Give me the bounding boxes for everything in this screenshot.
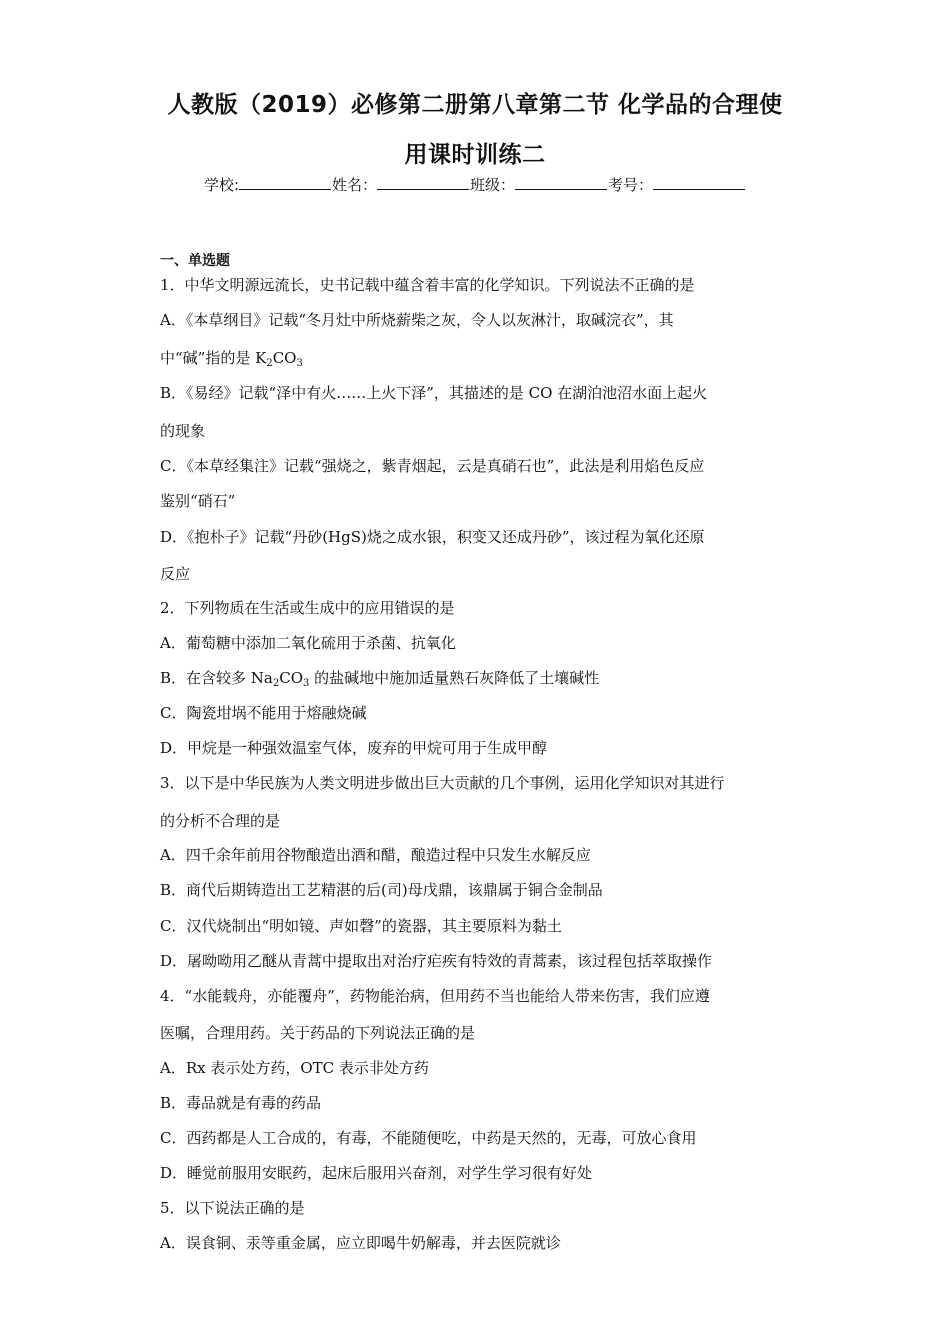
q1-option-b-line1: B．《易经》记载“泽中有火……上火下泽”，其描述的是 CO 在湖泊池沼水面上起火 (160, 384, 708, 402)
q2-stem: 2．下列物质在生活或生成中的应用错误的是 (160, 599, 455, 617)
q4-option-d: D．睡觉前服用安眠药，起床后服用兴奋剂，对学生学习很有好处 (160, 1164, 593, 1182)
document-title-line-1: 人教版（2019）必修第二册第八章第二节 化学品的合理使 (167, 92, 783, 118)
subscript: 3 (296, 358, 303, 369)
q3-option-b: B．商代后期铸造出工艺精湛的后(司)母戊鼎，该鼎属于铜合金制品 (160, 881, 603, 899)
q5-option-a: A．误食铜、汞等重金属，应立即喝牛奶解毒，并去医院就诊 (160, 1234, 561, 1252)
q1-option-a-line2 (160, 348, 303, 368)
q1-option-a-line1: A．《本草纲目》记载“冬月灶中所烧薪柴之灰，令人以灰淋汁，取碱浣衣”，其 (160, 311, 674, 329)
formula-part: CO (279, 669, 304, 687)
name-label: 姓名： (332, 176, 378, 194)
q1-option-c-line2: 鉴别“硝石” (160, 492, 236, 510)
q3-option-d: D．屠呦呦用乙醚从青蒿中提取出对治疗疟疾有特效的青蒿素，该过程包括萃取操作 (160, 952, 713, 970)
q5-stem: 5．以下说法正确的是 (160, 1199, 305, 1217)
school-blank (239, 175, 331, 190)
class-label: 班级： (470, 176, 516, 194)
q1-option-d-line1: D．《抱朴子》记载“丹砂(HgS)烧之成水银，积变又还成丹砂”，该过程为氧化还原 (160, 528, 705, 546)
q1-stem: 1．中华文明源远流长，史书记载中蕴含着丰富的化学知识。下列说法不正确的是 (160, 276, 695, 294)
school-label: 学校: (203, 176, 239, 194)
q2-option-b-text: B．在含较多 Na (160, 669, 273, 687)
subscript: 2 (272, 678, 280, 689)
q2-option-a: A．葡萄糖中添加二氧化硫用于杀菌、抗氧化 (160, 634, 456, 652)
section-title: 一、单选题 (160, 253, 230, 269)
q3-stem-line2: 的分析不合理的是 (160, 812, 281, 830)
q2-option-d: D．甲烷是一种强效温室气体，废弃的甲烷可用于生成甲醇 (160, 739, 548, 757)
q3-option-c: C．汉代烧制出“明如镜、声如磬”的瓷器，其主要原料为黏土 (160, 917, 562, 935)
formula-part: CO (272, 349, 297, 367)
document-title-line-2: 用课时训练二 (404, 142, 546, 168)
subscript: 2 (266, 358, 273, 369)
class-blank (515, 175, 607, 190)
q3-stem-line1: 3．以下是中华民族为人类文明进步做出巨大贡献的几个事例，运用化学知识对其进行 (160, 774, 725, 792)
q2-option-b-rest: 的盐碱地中施加适量熟石灰降低了土壤碱性 (309, 669, 600, 687)
q4-option-b: B．毒品就是有毒的药品 (160, 1094, 322, 1112)
q4-option-a: A．Rx 表示处方药，OTC 表示非处方药 (160, 1059, 429, 1077)
subscript: 3 (303, 678, 310, 689)
q3-option-a: A．四千余年前用谷物酿造出酒和醋，酿造过程中只发生水解反应 (160, 846, 591, 864)
q4-stem-line1: 4．“水能载舟，亦能覆舟”，药物能治病，但用药不当也能给人带来伤害，我们应遵 (160, 987, 710, 1005)
q1-option-d-line2: 反应 (160, 565, 191, 583)
q2-option-c: C．陶瓷坩埚不能用于熔融烧碱 (160, 704, 367, 722)
student-info-row (0, 174, 950, 195)
q1-option-c-line1: C．《本草经集注》记载“强烧之，紫青烟起，云是真硝石也”，此法是利用焰色反应 (160, 457, 705, 475)
q1-option-b-line2: 的现象 (160, 422, 206, 440)
name-blank (377, 175, 469, 190)
q4-option-c: C．西药都是人工合成的，有毒，不能随便吃，中药是天然的，无毒，可放心食用 (160, 1129, 697, 1147)
q2-option-b (160, 668, 599, 688)
number-label: 考号： (608, 176, 654, 194)
q1-option-a-text: 中“碱”指的是 K (160, 349, 267, 367)
number-blank (653, 175, 745, 190)
q4-stem-line2: 医嘱，合理用药。关于药品的下列说法正确的是 (160, 1024, 476, 1042)
